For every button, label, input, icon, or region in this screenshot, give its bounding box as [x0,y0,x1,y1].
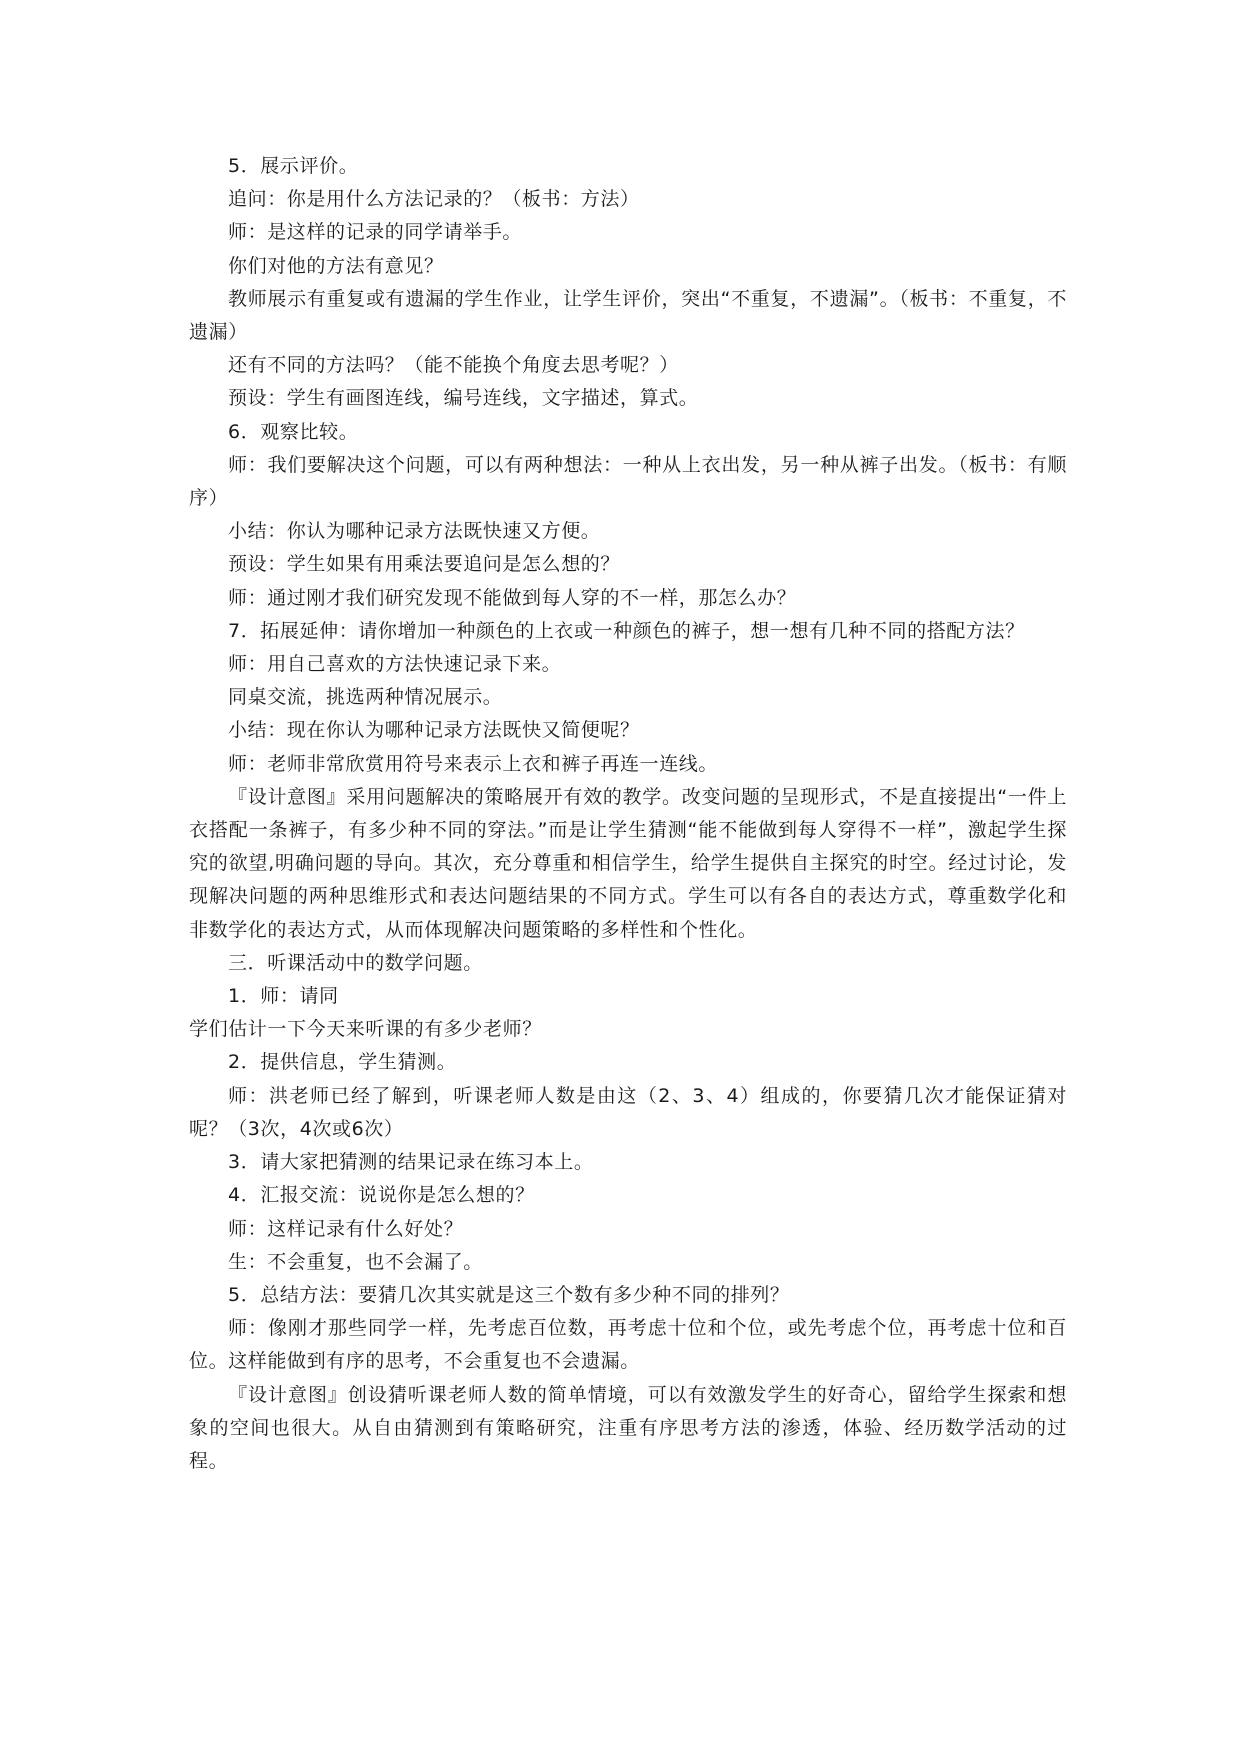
section-heading: 三．听课活动中的数学问题。 [228,951,483,974]
paragraph: 师：像刚才那些同学一样，先考虑百位数，再考虑十位和个位，或先考虑个位，再考虑十位和百位。这样能做到有序的思考，不会重复也不会遗漏。 [189,1317,1067,1373]
paragraph: 师：通过刚才我们研究发现不能做到每人穿的不一样，那怎么办？ [228,586,797,609]
paragraph: 预设：学生有画图连线，编号连线，文字描述，算式。 [228,387,699,410]
paragraph: 2．提供信息，学生猜测。 [228,1051,457,1074]
paragraph: 追问：你是用什么方法记录的？（板书：方法） [228,188,640,211]
paragraph: 师：洪老师已经了解到，听课老师人数是由这（2、3、4）组成的，你要猜几次才能保证猜对呢？（3次，4次或6次） [189,1084,1067,1140]
paragraph: 预设：学生如果有用乘法要追问是怎么想的？ [228,553,621,576]
paragraph: 7．拓展延伸：请你增加一种颜色的上衣或一种颜色的裤子，想一想有几种不同的搭配方法？ [228,619,1025,642]
paragraph: 教师展示有重复或有遗漏的学生作业，让学生评价，突出“不重复，不遗漏”。（板书：不重复，不遗漏） [189,287,1067,344]
paragraph: 师：用自己喜欢的方法快速记录下来。 [228,653,562,676]
paragraph: 5．展示评价。 [228,155,359,177]
document-body [189,150,1067,1478]
paragraph: 学们估计一下今天来听课的有多少老师？ [189,1018,542,1041]
paragraph: 同桌交流，挑选两种情况展示。 [228,686,503,709]
paragraph: 生：不会重复，也不会漏了。 [228,1250,483,1273]
paragraph: 还有不同的方法吗？（能不能换个角度去思考呢？） [228,354,679,377]
paragraph: 师：这样记录有什么好处？ [228,1217,464,1240]
paragraph: 1．师：请同 [228,985,339,1008]
paragraph: 师：是这样的记录的同学请举手。 [228,221,523,244]
paragraph: 5．总结方法：要猜几次其实就是这三个数有多少种不同的排列？ [228,1283,790,1306]
paragraph: 你们对他的方法有意见？ [228,254,444,277]
design-intent-paragraph: 『设计意图』采用问题解决的策略展开有效的教学。改变问题的呈现形式，不是直接提出“一件上衣搭配一条裤子，有多少种不同的穿法。”而是让学生猜测“能不能做到每人穿得不一样”，激起学生探究的欲望,明确问题的导向。其次，充分尊重和相信学生，给学生提供自主探究的时空。经过讨论，发现解决问题的两种思维形式和表达问题结果的不同方式。学生可以有各自的表达方式，尊重数学化和非数学化的表达方式，从而体现解决问题策略的多样性和个性化。 [189,785,1067,941]
paragraph: 4．汇报交流：说说你是怎么想的？ [228,1184,535,1207]
paragraph: 小结：你认为哪种记录方法既快速又方便。 [228,520,601,543]
paragraph: 师：我们要解决这个问题，可以有两种想法：一种从上衣出发，另一种从裤子出发。（板书：有顺序） [189,453,1067,510]
design-intent-paragraph: 『设计意图』创设猜听课老师人数的简单情境，可以有效激发学生的好奇心，留给学生探索和想象的空间也很大。从自由猜测到有策略研究，注重有序思考方法的渗透，体验、经历数学活动的过程。 [189,1383,1067,1472]
paragraph: 3．请大家把猜测的结果记录在练习本上。 [228,1151,594,1174]
paragraph: 小结：现在你认为哪种记录方法既快又简便呢？ [228,719,640,742]
paragraph: 师：老师非常欣赏用符号来表示上衣和裤子再连一连线。 [228,752,719,775]
paragraph: 6．观察比较。 [228,420,359,443]
